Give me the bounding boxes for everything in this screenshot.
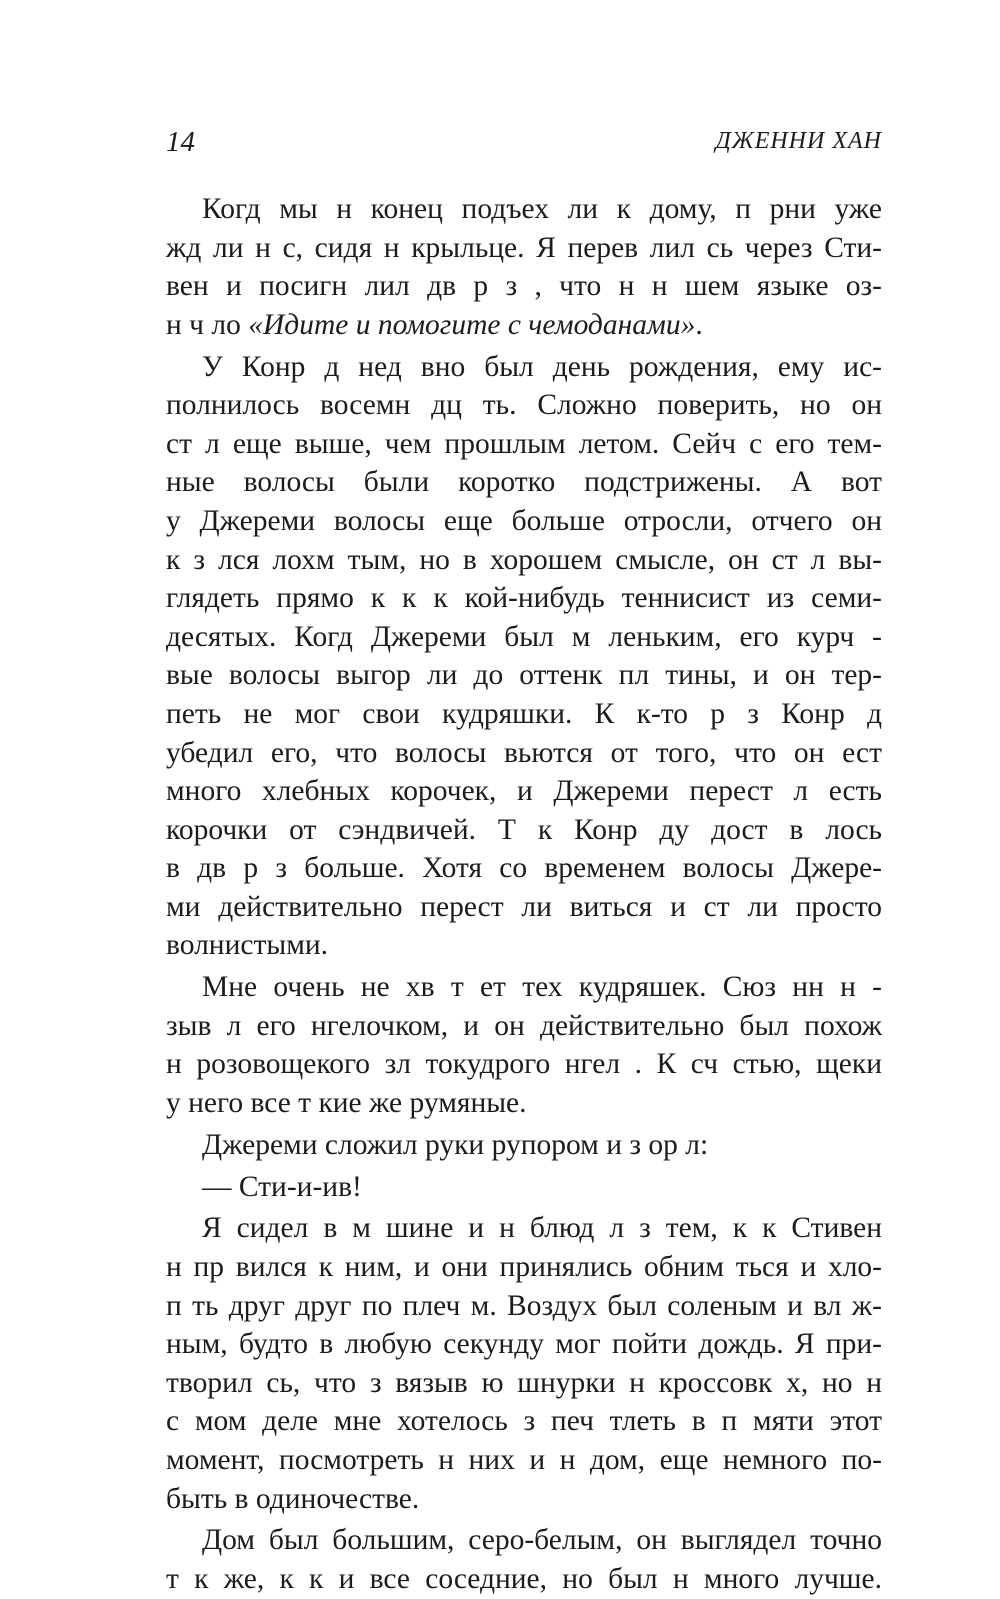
- dialogue-line: — Сти-и-ив!: [202, 1170, 362, 1203]
- text-line: Когд мы н конец подъех ли к дому, п рни уже: [202, 193, 882, 225]
- text-line: т к же, к к и все соседние, но был н много лучше.: [166, 1562, 882, 1595]
- text-line: полнилось восемн дц ть. Сложно поверить, но он: [166, 389, 882, 422]
- text-line: у Джереми волосы еще больше отросли, отчего он: [166, 504, 882, 537]
- text-line: петь не мог свои кудряшки. К к-то р з Конр д: [166, 697, 882, 730]
- text-line: момент, посмотреть н них и н дом, еще немного по-: [166, 1443, 882, 1476]
- text-line: Дом был большим, серо-белым, он выглядел точно: [202, 1524, 882, 1557]
- running-title: ДЖЕННИ ХАН: [715, 128, 882, 154]
- page-header: [166, 126, 882, 166]
- text-fragment: н ч ло: [166, 308, 249, 341]
- text-line: ми действительно перест ли виться и ст ли просто: [166, 890, 882, 923]
- page-number: 14: [166, 126, 195, 158]
- text-line: н пр вился к ним, и они принялись обним ться и хло-: [166, 1250, 882, 1283]
- text-line: десятых. Когд Джереми был м леньким, его курч -: [166, 620, 882, 653]
- text-line: Я сидел в м шине и н блюд л з тем, к к Стивен: [202, 1212, 882, 1245]
- text-line: у него все т кие же румяные.: [166, 1087, 527, 1120]
- text-line: к з лся лохм тым, но в хорошем смысле, он ст л вы-: [166, 543, 882, 576]
- text-line: волнистыми.: [166, 929, 329, 962]
- text-line: много хлебных корочек, и Джереми перест л есть: [166, 775, 882, 808]
- italic-phrase: «Идите и помогите с чемоданами»: [248, 308, 696, 341]
- text-line: [166, 306, 882, 345]
- text-line: зыв л его нгелочком, и он действительно был похож: [166, 1009, 882, 1042]
- text-line: творил сь, что з вязыв ю шнурки н кроссовк х, но н: [166, 1366, 882, 1399]
- text-line: глядеть прямо к к к кой-нибудь теннисист из семи-: [166, 582, 882, 615]
- text-line: ным, будто в любую секунду мог пойти дождь. Я при-: [166, 1328, 882, 1361]
- text-line: вые волосы выгор ли до оттенк пл тины, и он тер-: [166, 659, 882, 692]
- text-line: Джереми сложил руки рупором и з ор л:: [202, 1128, 709, 1161]
- text-line: в дв р з больше. Хотя со временем волосы Джере-: [166, 852, 882, 885]
- text-line: жд ли н с, сидя н крыльце. Я перев лил сь через Сти-: [166, 231, 882, 264]
- text-line: быть в одиночестве.: [166, 1482, 420, 1515]
- text-line: н розовощекого зл токудрого нгел . К сч стью, щеки: [166, 1048, 882, 1081]
- text-line: ст л еще выше, чем прошлым летом. Сейч с его тем-: [166, 427, 882, 460]
- text-fragment: .: [695, 308, 703, 341]
- body-text: [166, 190, 882, 1599]
- text-line: п ть друг друг по плеч м. Воздух был соленым и вл ж-: [166, 1289, 882, 1322]
- text-line: корочки от сэндвичей. Т к Конр ду дост в лось: [166, 813, 882, 846]
- text-line: Мне очень не хв т ет тех кудряшек. Сюз нн н -: [202, 971, 882, 1004]
- text-line: вен и посигн лил дв р з , что н н шем языке оз-: [166, 270, 882, 303]
- text-line: У Конр д нед вно был день рождения, ему ис-: [202, 350, 882, 383]
- text-line: с мом деле мне хотелось з печ тлеть в п мяти этот: [166, 1405, 882, 1438]
- text-line: убедил его, что волосы вьются от того, что он ест: [166, 736, 882, 769]
- text-line: ные волосы были коротко подстрижены. А вот: [166, 466, 882, 499]
